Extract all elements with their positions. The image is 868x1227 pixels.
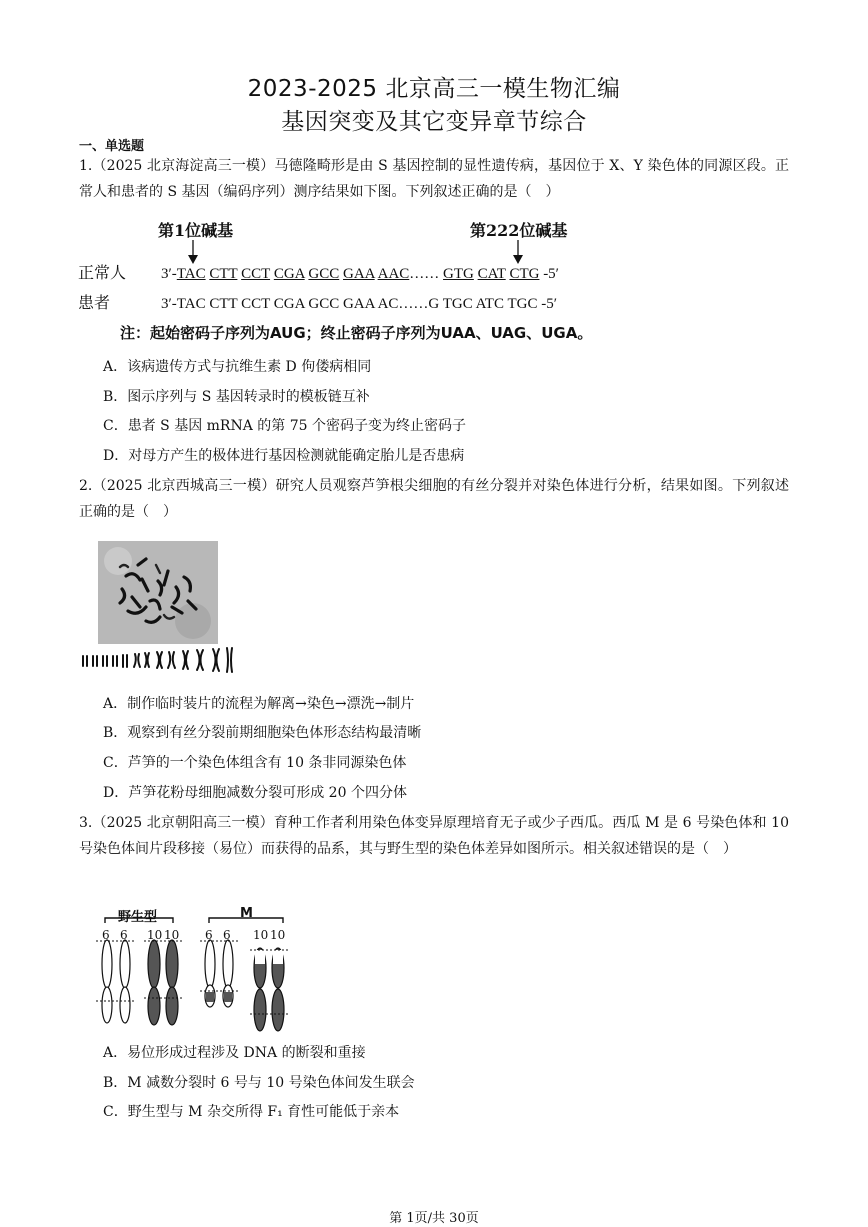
- patient-label: 患者: [78, 293, 111, 312]
- patient-sequence-row: [78, 290, 557, 313]
- chrom-number: 6: [102, 928, 110, 942]
- q3-option-b: B．M 减数分裂时 6 号与 10 号染色体间发生联会: [103, 1075, 415, 1091]
- chrom-number: 10: [147, 928, 163, 942]
- micrograph-image: [98, 541, 218, 644]
- q2-option-d: D．芦笋花粉母细胞减数分裂可形成 20 个四分体: [103, 785, 407, 801]
- wild-type-label: 野生型: [118, 910, 158, 925]
- document-title: 2023-2025 北京高三一模生物汇编: [247, 76, 621, 102]
- chrom-number: 10: [164, 928, 180, 942]
- section-heading: 一、单选题: [79, 139, 145, 154]
- q1-option-a: A．该病遗传方式与抗维生素 D 佝偻病相同: [103, 359, 372, 375]
- chrom-number: 6: [120, 928, 128, 942]
- q2-option-b: B．观察到有丝分裂前期细胞染色体形态结构最清晰: [103, 725, 422, 741]
- q1-option-b: B．图示序列与 S 基因转录时的模板链互补: [103, 389, 370, 405]
- q3-option-a: A．易位形成过程涉及 DNA 的断裂和重接: [103, 1045, 366, 1061]
- question-2-stem: 2.（2025 北京西城高三一模）研究人员观察芦笋根尖细胞的有丝分裂并对染色体进行分析，结果如图。下列叙述正确的是（ ）: [79, 478, 789, 520]
- question-3-stem: 3.（2025 北京朝阳高三一模）育种工作者利用染色体变异原理培育无子或少子西瓜。西瓜 M 是 6 号染色体和 10 号染色体间片段移接（易位）而获得的品系，其与野生型的染色体差异如图所示。相关叙述错误的是（ ）: [79, 815, 789, 857]
- q2-option-a: A．制作临时装片的流程为解离→染色→漂洗→制片: [103, 696, 415, 712]
- patient-sequence: 3′-TAC CTT CCT CGA GCC GAA AC……G TGC ATC TGC -5′: [161, 296, 557, 312]
- chrom-number: 6: [205, 928, 213, 942]
- normal-sequence-row: [78, 260, 559, 283]
- q2-option-c: C．芦笋的一个染色体组含有 10 条非同源染色体: [103, 755, 407, 771]
- chrom-number: 6: [223, 928, 231, 942]
- q1-option-d: D．对母方产生的极体进行基因检测就能确定胎儿是否患病: [103, 448, 465, 464]
- chromosome-figure: [92, 906, 292, 1034]
- normal-sequence: 3′-TAC CTT CCT CGA GCC GAA AAC…… GTG CAT CTG -5′: [161, 266, 559, 282]
- q3-option-c: C．野生型与 M 杂交所得 F₁ 育性可能低于亲本: [103, 1104, 400, 1120]
- chromosome-spread-icon: [98, 541, 218, 644]
- normal-label: 正常人: [78, 263, 127, 282]
- chrom-number: 10: [253, 928, 269, 942]
- page-footer: 第 1页/共 30页: [389, 1211, 479, 1226]
- chromosome-diagram: [92, 906, 292, 1034]
- chrom-number: 10: [270, 928, 286, 942]
- q1-option-c: C．患者 S 基因 mRNA 的第 75 个密码子变为终止密码子: [103, 418, 466, 434]
- label-base-1: 第1位碱基: [158, 221, 234, 240]
- m-label: M: [240, 906, 253, 921]
- label-base-222: 第222位碱基: [470, 221, 568, 240]
- document-subtitle: 基因突变及其它变异章节综合: [281, 109, 587, 135]
- karyotype-icon: [79, 646, 239, 674]
- codon-note: 注：起始密码子序列为AUG；终止密码子序列为UAA、UAG、UGA。: [120, 324, 593, 342]
- question-1-stem: 1.（2025 北京海淀高三一模）马德隆畸形是由 S 基因控制的显性遗传病，基因位于 X、Y 染色体的同源区段。正常人和患者的 S 基因（编码序列）测序结果如下图。下列叙述正确的是（ ）: [79, 158, 789, 200]
